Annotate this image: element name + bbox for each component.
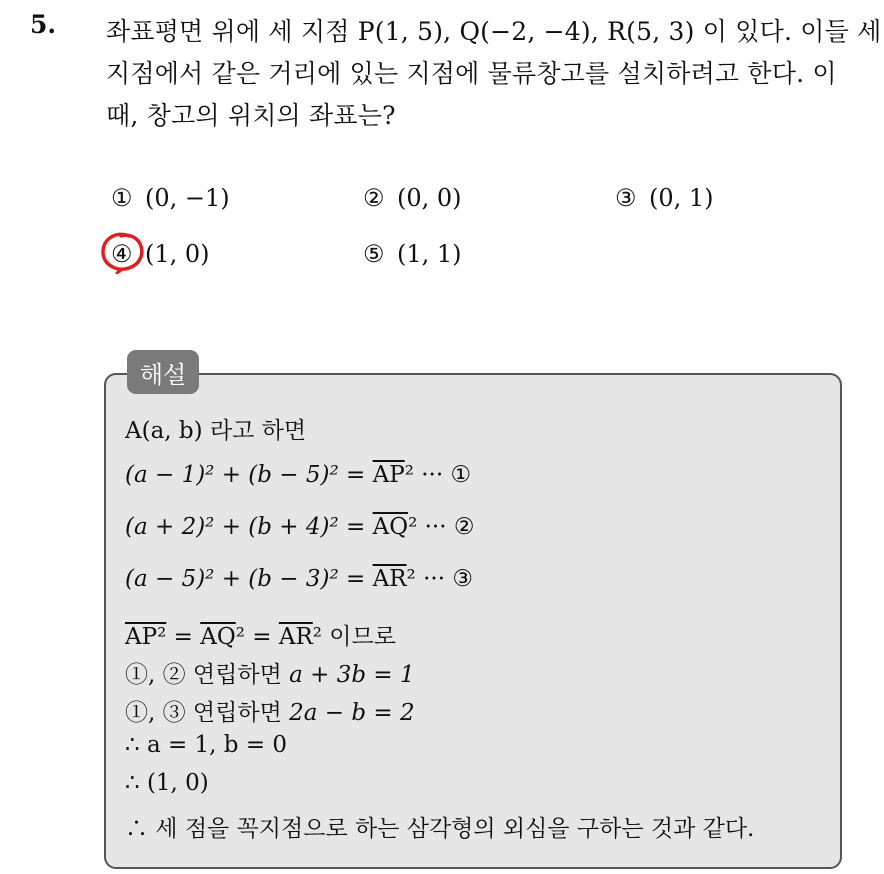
equation-tail: ² ··· ③ xyxy=(406,566,473,592)
option-4-mark: ④ xyxy=(111,240,133,268)
option-3[interactable] xyxy=(615,184,714,212)
solution-line-9: ∴ (1, 0) xyxy=(125,770,209,796)
point-a: A(a, b) xyxy=(125,418,203,444)
equals: = xyxy=(166,624,201,650)
equation: 2a − b = 2 xyxy=(289,700,415,726)
segment-ar: $\overline{AR}$ xyxy=(372,566,407,592)
segment-ap: $\overline{AP}$ xyxy=(372,462,405,488)
equation: (a − 1)² + (b − 5)² = xyxy=(125,462,373,488)
solution-line-3 xyxy=(125,514,474,540)
solution-line-1 xyxy=(125,412,306,445)
question-number: 5. xyxy=(30,10,57,39)
solution-text: ①, ③ 연립하면 xyxy=(125,700,290,726)
option-2-mark: ② xyxy=(363,184,385,212)
answer-circle-mark xyxy=(99,230,147,274)
solution-text: 이므로 xyxy=(322,624,396,650)
equation: (a − 5)² + (b − 3)² = xyxy=(125,566,373,592)
question-line-1: 좌표평면 위에 세 지점 P(1, 5), Q(−2, −4), R(5, 3) 이 있다. 이들 세 xyxy=(106,17,882,46)
question-line-2: 지점에서 같은 거리에 있는 지점에 물류창고를 설치하려고 한다. 이 xyxy=(106,59,837,88)
solution-tab: 해설 xyxy=(127,350,199,394)
solution-text: ①, ② 연립하면 xyxy=(125,662,290,688)
option-1-mark: ① xyxy=(111,184,133,212)
option-1[interactable] xyxy=(111,184,230,212)
solution-line-5 xyxy=(125,618,396,651)
segment-aq: $\overline{AQ}$ xyxy=(200,624,236,650)
segment-ar: $\overline{AR}$ xyxy=(278,624,313,650)
question-line-3: 때, 창고의 위치의 좌표는? xyxy=(106,101,396,130)
solution-line-4 xyxy=(125,566,473,592)
solution-line-7 xyxy=(125,694,415,727)
solution-text: 라고 하면 xyxy=(209,418,307,444)
solution-line-6 xyxy=(125,656,415,689)
segment-aq: $\overline{AQ}$ xyxy=(372,514,409,540)
squared: ² xyxy=(235,624,245,650)
option-3-value: (0, 1) xyxy=(649,184,714,212)
solution-line-8: ∴ a = 1, b = 0 xyxy=(125,732,288,758)
solution-line-10: ∴ 세 점을 꼭지점으로 하는 삼각형의 외심을 구하는 것과 같다. xyxy=(125,816,755,842)
option-5-value: (1, 1) xyxy=(397,240,462,268)
squared: ² xyxy=(312,624,322,650)
option-2[interactable] xyxy=(363,184,462,212)
segment-ap-squared: AP² xyxy=(125,624,167,650)
solution-line-2 xyxy=(125,462,471,488)
option-4-value: (1, 0) xyxy=(145,240,210,268)
equation-tail: ² ··· ① xyxy=(404,462,472,488)
equals: = xyxy=(244,624,279,650)
option-5-mark: ⑤ xyxy=(363,240,385,268)
equation: (a + 2)² + (b + 4)² = xyxy=(125,514,373,540)
option-3-mark: ③ xyxy=(615,184,637,212)
equation: a + 3b = 1 xyxy=(289,662,415,688)
option-2-value: (0, 0) xyxy=(397,184,462,212)
option-1-value: (0, −1) xyxy=(145,184,230,212)
option-5[interactable] xyxy=(363,240,462,268)
equation-tail: ² ··· ② xyxy=(408,514,475,540)
